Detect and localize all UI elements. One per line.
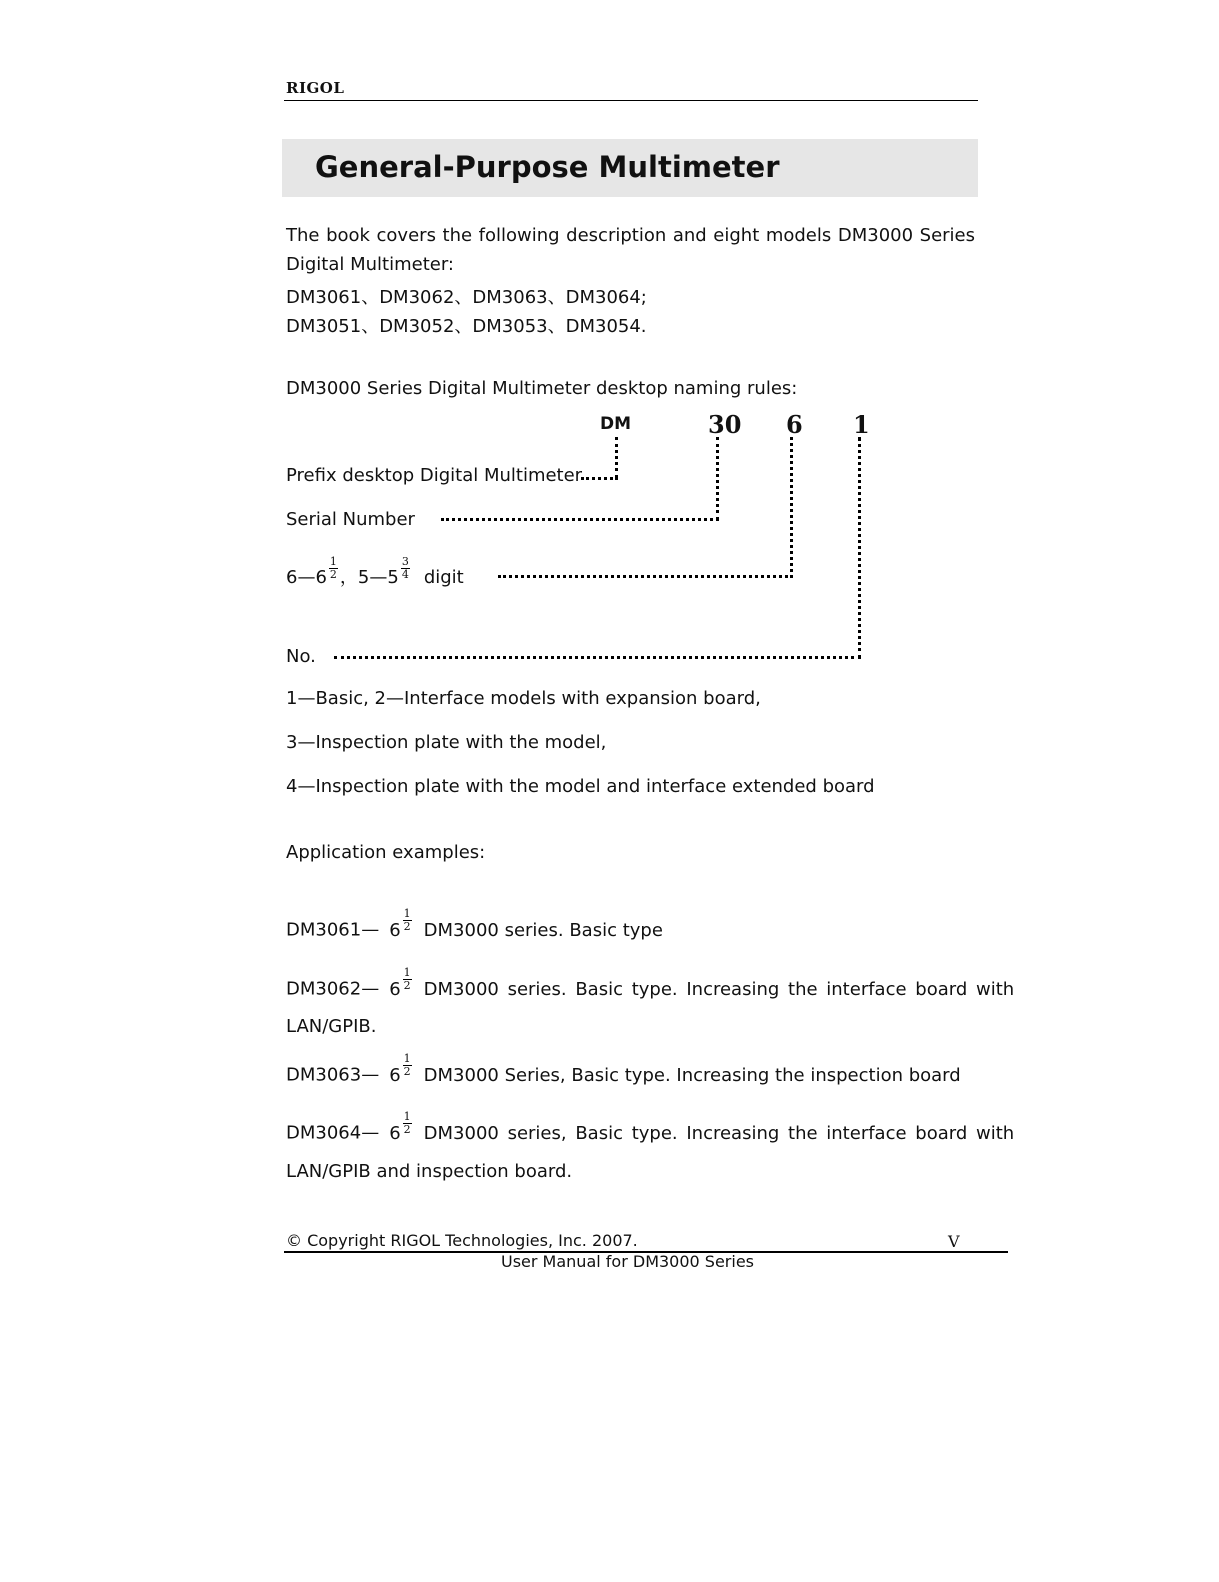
digit-a-denominator: 2 xyxy=(329,567,337,581)
label-no: No. xyxy=(286,646,316,667)
example-numerator: 1 xyxy=(403,1110,411,1123)
example-fraction xyxy=(403,967,412,992)
label-serial: Serial Number xyxy=(286,509,415,530)
example-fraction xyxy=(403,1111,412,1136)
example-text: DM3000 series, Basic type. Increasing the interface board with xyxy=(423,1122,1015,1144)
example-fraction xyxy=(403,1053,412,1078)
connector-dm-vertical xyxy=(615,437,618,478)
example-continuation: LAN/GPIB and inspection board. xyxy=(286,1161,573,1182)
example-numerator: 1 xyxy=(403,966,411,979)
digit-separator: ， xyxy=(339,567,358,588)
digit-a-fraction xyxy=(329,556,338,581)
example-numerator: 1 xyxy=(403,907,411,920)
example-denominator: 2 xyxy=(403,1123,411,1136)
example-digit: 6 xyxy=(389,1122,401,1144)
example-model: DM3064— xyxy=(286,1122,380,1144)
models-line-2: DM3051、DM3052、DM3053、DM3054. xyxy=(286,316,647,337)
connector-series-horizontal xyxy=(441,518,719,521)
connector-series-vertical xyxy=(716,437,719,520)
example-model: DM3061— xyxy=(286,919,380,941)
connector-no-horizontal xyxy=(334,656,861,659)
example-denominator: 2 xyxy=(403,979,411,992)
intro-paragraph: The book covers the following description and eight models DM3000 Series Digital Multimeter: xyxy=(286,225,975,275)
example-denominator: 2 xyxy=(403,1065,411,1078)
example-row xyxy=(286,907,663,943)
header-rule xyxy=(284,100,978,101)
connector-dm-horizontal xyxy=(581,477,618,480)
no-description-2: 3—Inspection plate with the model, xyxy=(286,732,607,753)
example-text: DM3000 Series, Basic type. Increasing the inspection board xyxy=(423,1064,961,1086)
label-prefix: Prefix desktop Digital Multimeter xyxy=(286,465,583,486)
digit-b-denominator: 4 xyxy=(401,567,409,581)
footer-manual-title: User Manual for DM3000 Series xyxy=(501,1252,754,1271)
example-model: DM3062— xyxy=(286,978,380,1000)
digit-a-numerator: 1 xyxy=(329,554,337,568)
examples-heading: Application examples: xyxy=(286,842,486,863)
no-description-1: 1—Basic, 2—Interface models with expansion board, xyxy=(286,688,761,709)
example-fraction xyxy=(403,908,412,933)
connector-digit-horizontal xyxy=(498,575,793,578)
connector-no-vertical xyxy=(858,437,861,659)
example-text: DM3000 series. Basic type xyxy=(423,919,663,941)
example-denominator: 2 xyxy=(403,920,411,933)
example-numerator: 1 xyxy=(403,1052,411,1065)
models-line-1: DM3061、DM3062、DM3063、DM3064; xyxy=(286,287,647,308)
digit-a-text: 6—6 xyxy=(286,567,327,588)
code-no: 1 xyxy=(853,410,870,439)
example-row xyxy=(286,966,1015,1002)
digit-b-numerator: 3 xyxy=(401,554,409,568)
page-title: General-Purpose Multimeter xyxy=(315,150,780,184)
example-model: DM3063— xyxy=(286,1064,380,1086)
connector-digit-vertical xyxy=(790,437,793,578)
naming-heading: DM3000 Series Digital Multimeter desktop naming rules: xyxy=(286,378,798,399)
header-brand: RIGOL xyxy=(286,79,345,97)
label-digit xyxy=(286,554,464,591)
example-row xyxy=(286,1110,1015,1146)
digit-suffix: digit xyxy=(423,567,464,588)
code-series: 30 xyxy=(708,410,742,439)
code-dm: DM xyxy=(600,414,632,434)
example-digit: 6 xyxy=(389,978,401,1000)
example-digit: 6 xyxy=(389,919,401,941)
footer-page-number: V xyxy=(948,1232,960,1251)
example-row xyxy=(286,1052,961,1088)
example-text: DM3000 series. Basic type. Increasing the interface board with xyxy=(423,978,1015,1000)
example-digit: 6 xyxy=(389,1064,401,1086)
footer-copyright: © Copyright RIGOL Technologies, Inc. 2007. xyxy=(286,1231,638,1250)
no-description-3: 4—Inspection plate with the model and interface extended board xyxy=(286,776,875,797)
digit-b-fraction xyxy=(401,556,410,581)
code-digit: 6 xyxy=(786,410,803,439)
example-continuation: LAN/GPIB. xyxy=(286,1016,377,1037)
digit-b-text: 5—5 xyxy=(357,567,399,588)
